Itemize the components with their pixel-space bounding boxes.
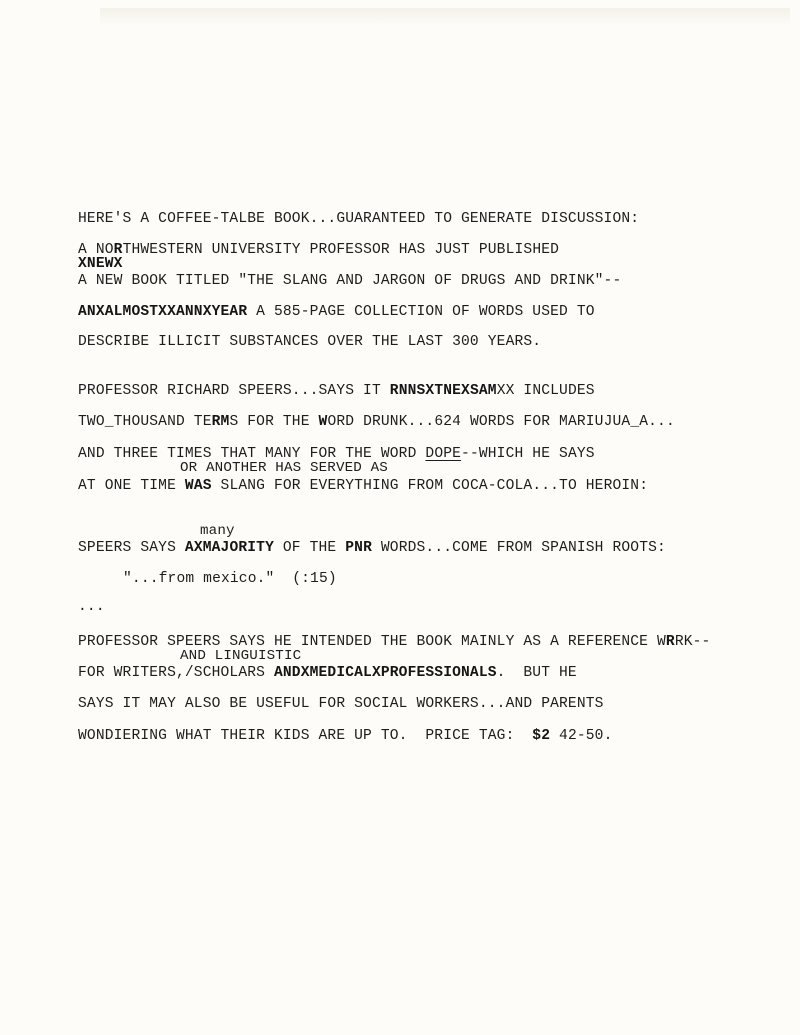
text: XX INCLUDES <box>496 383 595 399</box>
crossed-out-text: ANXALMOSTXXANNXYEAR <box>78 304 248 320</box>
text: HERE'S A COFFEE-TALBE BOOK...GUARANTEED TO GENERATE DISCUSSION: <box>78 211 640 227</box>
text: . BUT HE <box>496 665 577 681</box>
text: AND THREE TIMES THAT MANY FOR THE WORD <box>78 446 426 462</box>
line-3-crossed <box>78 257 123 272</box>
text: A 585-PAGE COLLECTION OF WORDS USED TO <box>247 304 595 320</box>
text: FOR WRITERS,/SCHOLARS <box>78 665 274 681</box>
text: SLANG FOR EVERYTHING FROM COCA-COLA...TO HEROIN: <box>211 478 649 494</box>
crossed-out-text: RNNSXTNEXSAM <box>389 383 497 399</box>
crossed-out-text: XNEWX <box>78 256 123 272</box>
line-17-insertion <box>180 649 301 663</box>
line-2 <box>78 243 559 258</box>
line-6 <box>78 335 541 350</box>
crossed-out-text: WAS <box>184 478 212 494</box>
crossed-out-text: ANDXMEDICALXPROFESSIONALS <box>273 665 497 681</box>
line-5 <box>78 305 595 320</box>
text: PROFESSOR SPEERS SAYS HE INTENDED THE BOOK MAINLY AS A REFERENCE W <box>78 634 666 650</box>
crossed-out-text: PNR <box>345 540 372 556</box>
line-20 <box>78 729 612 744</box>
text: SAYS IT MAY ALSO BE USEFUL FOR SOCIAL WORKERS...AND PARENTS <box>78 696 604 712</box>
inserted-text: AND LINGUISTIC <box>180 648 302 664</box>
line-4 <box>78 274 621 289</box>
text: SPEERS SAYS <box>78 540 185 556</box>
inserted-text: OR ANOTHER HAS SERVED AS <box>180 460 388 476</box>
line-13 <box>78 541 666 556</box>
text: WONDIERING WHAT THEIR KIDS ARE UP TO. PRICE TAG: <box>78 728 533 744</box>
line-10-insertion <box>180 461 388 475</box>
text: A NEW BOOK TITLED "THE SLANG AND JARGON OF DRUGS AND DRINK"-- <box>78 273 622 289</box>
line-11 <box>78 479 648 494</box>
line-19 <box>78 697 604 712</box>
text: DESCRIBE ILLICIT SUBSTANCES OVER THE LAST 300 YEARS. <box>78 334 542 350</box>
text: THWESTERN UNIVERSITY PROFESSOR HAS JUST PUBLISHED <box>122 242 560 258</box>
line-16 <box>78 635 710 650</box>
line-1 <box>78 212 639 227</box>
overstrike-text: $2 <box>532 728 551 744</box>
text: ORD DRUNK...624 WORDS FOR MARIUJUA_A... <box>327 414 675 430</box>
text: AT ONE TIME <box>78 478 185 494</box>
line-12-insertion <box>200 524 235 538</box>
line-15 <box>78 600 105 615</box>
overstrike-text: W <box>318 414 328 430</box>
text: TWO_THOUSAND TE <box>78 414 212 430</box>
text: S FOR THE <box>229 414 319 430</box>
text: WORDS...COME FROM SPANISH ROOTS: <box>371 540 666 556</box>
crossed-out-text: AXMAJORITY <box>184 540 274 556</box>
overstrike-text: RM <box>211 414 230 430</box>
text: --WHICH HE SAYS <box>461 446 595 462</box>
text: PROFESSOR RICHARD SPEERS...SAYS IT <box>78 383 390 399</box>
text: OF THE <box>273 540 346 556</box>
quote-text: "...from mexico." (:15) <box>123 571 337 587</box>
underlined-text: DOPE <box>425 446 462 462</box>
text: ... <box>78 599 105 615</box>
text: 42-50. <box>550 728 613 744</box>
overstrike-text: R <box>113 242 123 258</box>
line-18 <box>78 666 577 681</box>
line-7 <box>78 384 595 399</box>
line-8 <box>78 415 675 430</box>
paper-edge-shadow <box>100 8 790 26</box>
text: RK-- <box>674 634 711 650</box>
line-14-quote <box>123 572 337 587</box>
inserted-text: many <box>200 523 235 539</box>
overstrike-text: R <box>665 634 675 650</box>
text: A NO <box>78 242 114 258</box>
